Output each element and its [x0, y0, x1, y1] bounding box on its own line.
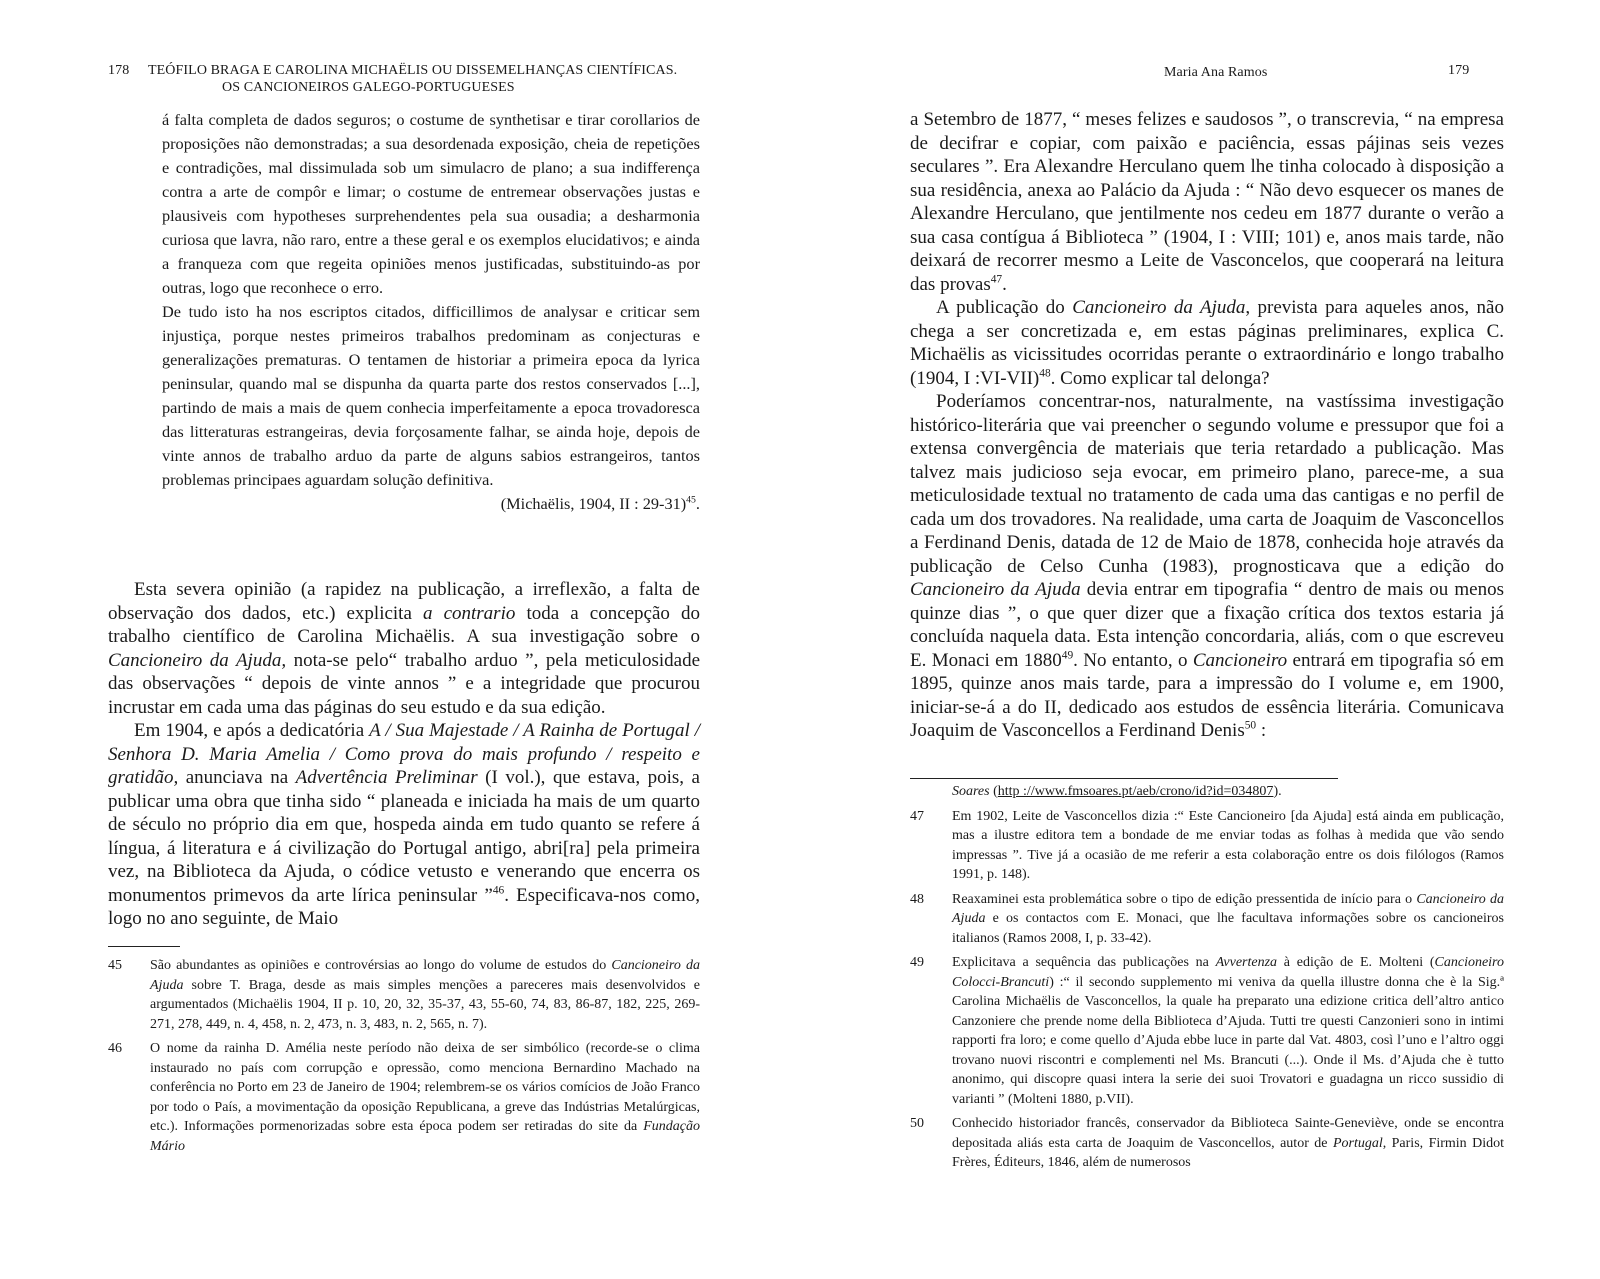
right-page: [800, 0, 1600, 1279]
body-paragraph: A publicação do Cancioneiro da Ajuda, prevista para aqueles anos, não chega a ser concretizada e, em estas páginas preliminares, explica C. Michaëlis as vicissitudes ocorridas perante o extraordinário e longo trabalho (1904, I :VI-VII)$^{48}$. Como explicar tal delonga?: [910, 297, 1504, 389]
running-title-line2: OS CANCIONEIROS GALEGO-PORTUGUESES: [222, 80, 515, 95]
footnote-ref-47[interactable]: 47: [990, 273, 1003, 286]
quote-paragraph: á falta completa de dados seguros; o costume de synthetisar e tirar corollarios de proposições não demonstradas; a sua desordenada exposição, cheia de repetições e contradições, mal dissimulada sob um simulacro de plano; a sua indifferença contra a arte de compôr e limar; o costume de entremear observações justas e plausiveis com hypotheses surprehendentes pela sua ousadia; a desharmonia curiosa que lavra, não raro, entre a these geral e os exemplos elucidativos; e ainda a franqueza com que regeita opiniões menos justificadas, substituindo-as por outras, logo que reconhece o erro.: [162, 110, 700, 297]
footnote-continuation: Soares (http ://www.fmsoares.pt/aeb/crono/id?id=034807).: [952, 784, 1282, 799]
footnote-ref-46[interactable]: 46: [492, 884, 505, 897]
quote-citation: (Michaëlis, 1904, II : 29-31)$^{45}$.: [500, 494, 700, 513]
footnote-number: 49: [910, 955, 924, 970]
block-quote: [162, 108, 700, 516]
right-footnotes: [910, 782, 1504, 1178]
left-footnotes: [108, 956, 700, 1161]
footnote-number: 47: [910, 808, 924, 824]
footnote-45: 45 São abundantes as opiniões e controvérsias ao longo do volume de estudos do Cancioneiro da Ajuda sobre T. Braga, desde as mais simples menções a pareceres mais desenvolvidos e argumentados (Michaëlis 1904, II p. 10, 20, 32, 35-37, 43, 55-60, 74, 83, 86-87, 182, 225, 269-271, 278, 449, n. 4, 458, n. 2, 473, n. 3, 483, n. 2, 565, n. 7).: [108, 958, 700, 1032]
fmsoares-link[interactable]: http ://www.fmsoares.pt/aeb/crono/id?id=034807: [997, 784, 1274, 799]
footnote-rule: [910, 778, 1338, 779]
footnote-number: 45: [108, 958, 122, 973]
running-title: [148, 62, 708, 96]
quote-paragraph: De tudo isto ha nos escriptos citados, difficillimos de analysar e criticar sem injustiça, porque nestes primeiros trabalhos predominam as conjecturas e generalizações prematuras. O tentamen de historiar a primeira epoca da lyrica peninsular, quando mal se dispunha da quarta parte dos restos conservados [...], partindo de mais a mais de quem conhecia imperfeitamente a epoca trovadoresca das litteraturas estrangeiras, devia forçosamente falhar, se ainda hoje, depois de vinte annos de trabalho arduo da parte de alguns sabios estrangeiros, tantos problemas principaes aguardam solução definitiva.: [162, 302, 700, 489]
body-paragraph: Poderíamos concentrar-nos, naturalmente, na vastíssima investigação histórico-literária que vai preencher o segundo volume e pressupor que foi a extensa convergência de materiais que teria retardado a publicação. Mas talvez mais judicioso seja evocar, em primeiro plano, parece-me, a sua meticulosidade textual no tratamento de cada uma das cantigas e no perfil de cada um dos trovadores. Na realidade, uma carta de Joaquim de Vasconcellos a Ferdinand Denis, datada de 12 de Maio de 1878, conhecida hoje através da publicação de Celso Cunha (1983), prognosticava que a edição do Cancioneiro da Ajuda devia entrar em tipografia “ dentro de mais ou menos quinze dias ”, o que quer dizer que a fixação crítica dos textos estaria já concluída naquela data. Esta intenção concordaria, aliás, com o que escreveu E. Monaci em 1880$^{49}$. No entanto, o Cancioneiro entrará em tipografia só em 1895, quinze anos mais tarde, para a impressão do I volume e, em 1900, iniciar-se-á a do II, dedicado aos estudos de essência literária. Comunicava Joaquim de Vasconcellos a Ferdinand Denis$^{50}$ :: [910, 391, 1504, 741]
footnote-48: 48 Reaxaminei esta problemática sobre o tipo de edição pressentida de início para o Cancioneiro da Ajuda e os contactos com E. Monaci, que lhe facultava informações sobre os cancioneiros italianos (Ramos 2008, I, p. 33-42).: [910, 891, 1505, 946]
footnote-46: 46 O nome da rainha D. Amélia neste período não deixa de ser simbólico (recorde-se o clima instaurado no país com corrupção e opressão, como menciona Bernardino Machado na conferência no Porto em 23 de Janeiro de 1904; relembrem-se os vários comícios de João Franco por todo o País, a movimentação da oposição Republicana, a greve das Indústrias Metalúrgicas, etc.). Informações pormenorizadas sobre esta época podem ser retiradas do site da Fundação Mário: [108, 1041, 700, 1154]
footnote-ref-48[interactable]: 48: [1039, 367, 1051, 380]
footnote-ref-45[interactable]: 45: [686, 494, 696, 506]
footnote-number: 48: [910, 891, 924, 907]
body-paragraph: Em 1904, e após a dedicatória A / Sua Majestade / A Rainha de Portugal / Senhora D. Maria Amelia / Como prova do mais profundo / respeito e gratidão, anunciava na Advertência Preliminar (I vol.), que estava, pois, a publicar uma obra que tinha sido “ planeada e iniciada ha mais de um quarto de século no próprio dia em que, hospeda ainda em tudo quanto se refere á língua, á literatura e á civilização do Portugal antigo, abri[ra] pela primeira vez, na Biblioteca da Ajuda, o códice vetusto e venerando que encerra os monumentos primevos da arte lírica peninsular ”$^{46}$. Especificava-nos como, logo no ano seguinte, de Maio: [108, 720, 701, 929]
footnote-49: 49 Explicitava a sequência das publicações na Avvertenza à edição de E. Molteni (Cancioneiro Colocci-Brancuti) :“ il secondo supplemento mi veniva da quella illustre donna che è la Sig.ª Carolina Michaëlis de Vasconcellos, la quale ha preparato una edizione critica dell’altro antico Canzoniere che prende nome della Biblioteca d’Ajuda. Tutti tre questi Canzonieri sono in intimi rapporti fra loro; e come quello d’Ajuda ebbe luce in parte dal Vat. 4803, così l’uno e l’altro oggi trovano nuovi riscontri e complementi nel Ms. Brancuti (...). Onde il Ms. d’Ajuda che è tutto anonimo, qui discopre quasi intera la serie dei suoi Trovatori e guadagna un ricco sussidio di varianti ” (Molteni 1880, p.VII).: [910, 955, 1504, 1107]
right-page-number: 179: [1448, 63, 1470, 78]
running-author: Maria Ana Ramos: [1164, 65, 1268, 80]
footnote-47: 47 Em 1902, Leite de Vasconcellos dizia :“ Este Cancioneiro [da Ajuda] está ainda em publicação, mas a ilustre editora tem a bondade de me enviar todas as folhas à medida que vão sendo impressas ”. Tive já a ocasião de me referir a esta colaboração entre os dois filólogos (Ramos 1991, p. 148).: [910, 808, 1504, 882]
footnote-number: 46: [108, 1041, 122, 1056]
footnote-number: 50: [910, 1116, 924, 1131]
footnote-ref-50[interactable]: 50: [1244, 719, 1257, 732]
footnote-ref-49[interactable]: 49: [1061, 649, 1074, 662]
body-paragraph: a Setembro de 1877, “ meses felizes e saudosos ”, o transcrevia, “ na empresa de decifrar e copiar, com paixão e paciência, essas pájinas seis vezes seculares ”. Era Alexandre Herculano quem lhe tinha colocado à disposição a sua residência, anexa ao Palácio da Ajuda : “ Não devo esquecer os manes de Alexandre Herculano, que jentilmente nos cedeu em 1877 durante o verão a sua casa contígua á Biblioteca ” (1904, I : VIII; 101) e, anos mais tarde, não deixará de recorrer mesmo a Leite de Vasconcelos, que cooperará na leitura das provas$^{47}$.: [910, 109, 1504, 295]
body-paragraph: Esta severa opinião (a rapidez na publicação, a irreflexão, a falta de observação dos dados, etc.) explicita a contrario toda a concepção do trabalho científico de Carolina Michaëlis. A sua investigação sobre o Cancioneiro da Ajuda, nota-se pelo“ trabalho arduo ”, pela meticulosidade das observações “ depois de vinte annos ” e a integridade que procurou incrustar em cada uma das páginas do seu estudo e da sua edição.: [108, 579, 701, 718]
left-page-number: 178: [108, 63, 130, 78]
citation-text: (Michaëlis, 1904, II : 29-31): [500, 494, 687, 513]
footnote-50: 50 Conhecido historiador francês, conservador da Biblioteca Sainte-Geneviève, onde se encontra depositada aliás esta carta de Joaquim de Vasconcellos, autor de Portugal, Paris, Firmin Didot Frères, Éditeurs, 1846, além de numerosos: [910, 1116, 1505, 1170]
left-body-text: [108, 578, 700, 931]
running-title-line1: TEÓFILO BRAGA E CAROLINA MICHAËLIS OU DISSEMELHANÇAS CIENTÍFICAS.: [148, 63, 678, 78]
right-body-text: [910, 108, 1504, 743]
footnote-rule: [108, 946, 180, 947]
